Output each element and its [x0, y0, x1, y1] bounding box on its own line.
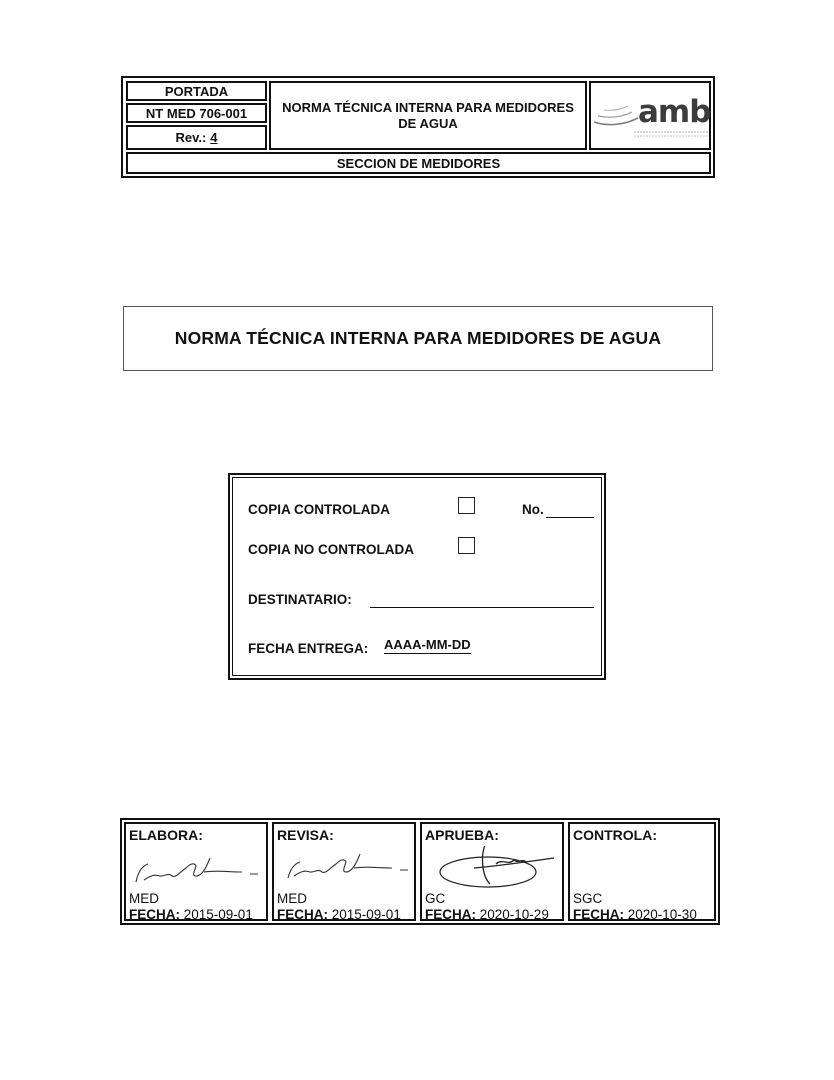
date-value: 2020-10-29	[479, 907, 549, 922]
amb-logo	[592, 86, 711, 146]
section-name: SECCION DE MEDIDORES	[336, 155, 501, 171]
date-label: FECHA:	[425, 907, 476, 922]
delivery-date-label: FECHA ENTREGA:	[248, 641, 369, 656]
date-label: FECHA:	[277, 907, 328, 922]
approval-table	[120, 818, 720, 925]
revision-value: 4	[210, 130, 218, 145]
delivery-date-format[interactable]: AAAA-MM-DD	[384, 637, 471, 652]
role-label: CONTROLA:	[573, 827, 657, 843]
portada-label: PORTADA	[164, 83, 229, 99]
department: MED	[129, 891, 159, 906]
main-title-box	[123, 306, 713, 371]
header-revision-cell	[126, 125, 267, 150]
copy-number-label: No.	[522, 502, 544, 517]
date-label: FECHA:	[129, 907, 180, 922]
uncontrolled-copy-checkbox[interactable]	[458, 537, 475, 554]
date-value: 2015-09-01	[183, 907, 253, 922]
signature-cell-revisa	[272, 822, 416, 921]
header-portada-cell	[126, 81, 267, 101]
recipient-field[interactable]	[370, 607, 594, 608]
copy-control-box	[228, 473, 606, 680]
logo-tagline-graphic	[634, 130, 708, 138]
date-label: FECHA:	[573, 907, 624, 922]
handwritten-signature-aprueba	[426, 846, 560, 890]
department: SGC	[573, 891, 603, 906]
department: GC	[425, 891, 446, 906]
sign-date	[573, 907, 697, 922]
handwritten-signature-revisa	[278, 846, 412, 890]
copy-number-field[interactable]	[546, 517, 594, 518]
document-header	[121, 76, 715, 178]
handwritten-signature-elabora	[130, 846, 264, 890]
date-value: 2020-10-30	[627, 907, 697, 922]
uncontrolled-copy-label: COPIA NO CONTROLADA	[248, 542, 414, 557]
role-label: ELABORA:	[129, 827, 203, 843]
sign-date	[425, 907, 549, 922]
header-logo-cell	[589, 81, 711, 150]
header-code-cell	[126, 103, 267, 123]
water-wave-icon	[592, 100, 640, 130]
header-title: NORMA TÉCNICA INTERNA PARA MEDIDORES DE AGUA	[282, 99, 574, 131]
signature-cell-controla	[568, 822, 716, 921]
date-value: 2015-09-01	[331, 907, 401, 922]
controlled-copy-checkbox[interactable]	[458, 497, 475, 514]
document-code: NT MED 706-001	[145, 105, 248, 121]
header-title-cell	[269, 81, 587, 150]
sign-date	[129, 907, 253, 922]
signature-cell-aprueba	[420, 822, 564, 921]
department: MED	[277, 891, 307, 906]
role-label: APRUEBA:	[425, 827, 499, 843]
sign-date	[277, 907, 401, 922]
main-title: NORMA TÉCNICA INTERNA PARA MEDIDORES DE AGUA	[174, 328, 662, 348]
role-label: REVISA:	[277, 827, 334, 843]
logo-wordmark: amb	[638, 93, 711, 130]
recipient-label: DESTINATARIO:	[248, 592, 352, 607]
revision-label: Rev.:	[175, 130, 207, 145]
signature-cell-elabora	[124, 822, 268, 921]
header-section-cell	[126, 152, 711, 174]
controlled-copy-label: COPIA CONTROLADA	[248, 502, 390, 517]
